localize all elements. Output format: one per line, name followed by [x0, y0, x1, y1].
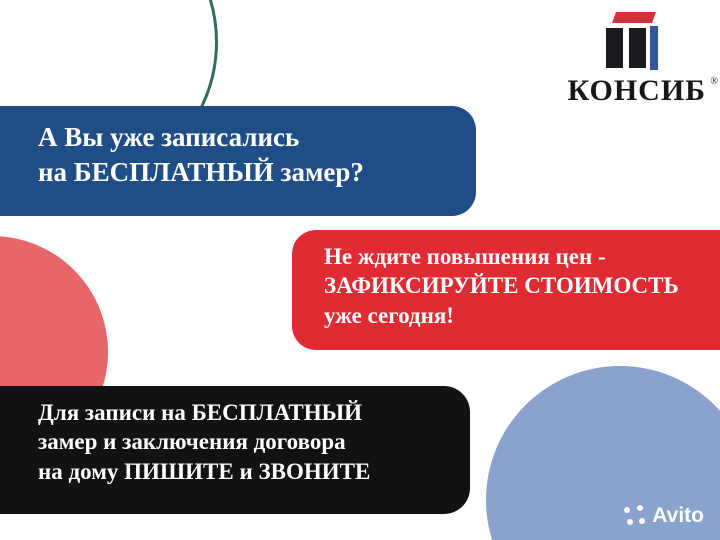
logo-mark-icon	[598, 10, 662, 70]
headline-line: на БЕСПЛАТНЫЙ замер?	[38, 156, 364, 187]
logo-blue-bar-icon	[650, 26, 658, 70]
contact-block-black	[0, 386, 470, 514]
contact-line: замер и заключения договора	[38, 429, 346, 455]
logo-wordmark	[567, 74, 719, 108]
avito-watermark-label: Avito	[652, 504, 704, 527]
logo-dark-bar-left-icon	[606, 28, 623, 68]
offer-line: Не ждите повышения цен -	[324, 244, 606, 269]
avito-watermark	[624, 504, 704, 528]
registered-trademark-icon: ®	[710, 76, 719, 87]
avito-logo-icon	[624, 505, 646, 527]
offer-line: ЗАФИКСИРУЙТЕ СТОИМОСТЬ	[324, 273, 679, 299]
headline-line: А Вы уже записались	[38, 122, 300, 152]
logo-name-text: КОНСИБ	[567, 74, 706, 107]
contact-line: Для записи на БЕСПЛАТНЫЙ	[38, 400, 363, 425]
contact-line: на дому ПИШИТЕ и ЗВОНИТЕ	[38, 458, 371, 484]
logo-dark-bar-right-icon	[629, 28, 646, 68]
offer-line: уже сегодня!	[324, 302, 454, 328]
logo-red-stripe-icon	[612, 12, 656, 23]
company-logo	[516, 10, 719, 108]
offer-block-red	[292, 230, 720, 350]
headline-block-blue	[0, 106, 476, 216]
